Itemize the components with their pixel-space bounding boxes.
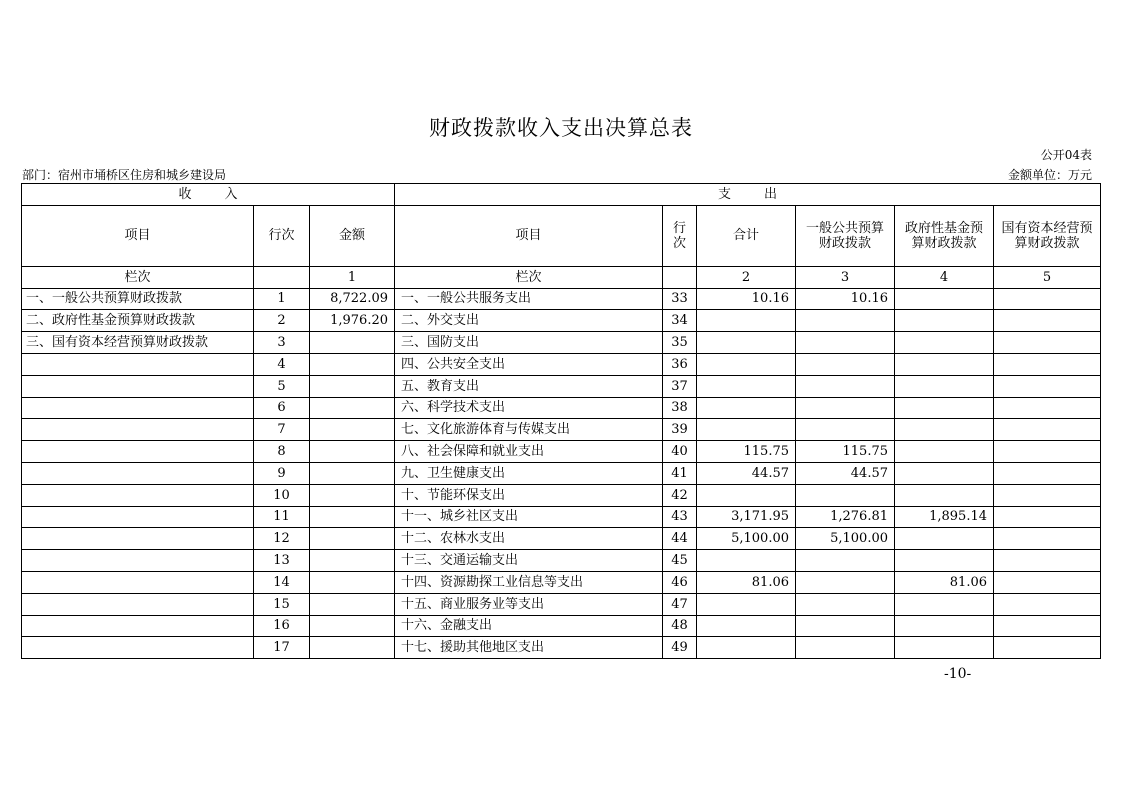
table-row: [22, 462, 1101, 484]
state-capital-amount: [994, 441, 1101, 463]
income-amount: [310, 637, 395, 659]
income-amount: [310, 571, 395, 593]
fund-budget-amount: [895, 332, 994, 354]
expense-line-number: 39: [663, 419, 697, 441]
fund-budget-amount: [895, 550, 994, 572]
table-row: [22, 419, 1101, 441]
income-item: [22, 637, 254, 659]
total-amount: [697, 615, 796, 637]
expense-item: 十三、交通运输支出: [395, 550, 663, 572]
expense-line-number: 35: [663, 332, 697, 354]
general-budget-amount: [796, 332, 895, 354]
income-item: [22, 441, 254, 463]
expense-item: 八、社会保障和就业支出: [395, 441, 663, 463]
income-line-number: 5: [254, 375, 310, 397]
general-budget-amount: [796, 375, 895, 397]
column-number-row: [22, 266, 1101, 288]
table-row: [22, 332, 1101, 354]
table-row: [22, 615, 1101, 637]
total-amount: [697, 397, 796, 419]
expense-item: 六、科学技术支出: [395, 397, 663, 419]
fund-budget-amount: [895, 528, 994, 550]
income-amount: [310, 353, 395, 375]
income-amount: [310, 615, 395, 637]
income-item: 三、国有资本经营预算财政拨款: [22, 332, 254, 354]
state-capital-amount: [994, 571, 1101, 593]
expense-line-number: 41: [663, 462, 697, 484]
general-budget-amount: [796, 397, 895, 419]
income-line-number: 3: [254, 332, 310, 354]
fund-budget-header: 政府性基金预算财政拨款: [895, 205, 994, 266]
income-column-label: 栏次: [22, 266, 254, 288]
fund-budget-amount: [895, 310, 994, 332]
general-budget-amount: 1,276.81: [796, 506, 895, 528]
expense-line-number: 38: [663, 397, 697, 419]
total-amount: [697, 593, 796, 615]
table-row: [22, 637, 1101, 659]
income-amount: [310, 397, 395, 419]
department-label: 部门：宿州市埇桥区住房和城乡建设局: [22, 168, 227, 182]
expense-item: 二、外交支出: [395, 310, 663, 332]
state-capital-amount: [994, 353, 1101, 375]
general-budget-amount: 44.57: [796, 462, 895, 484]
income-amount: [310, 550, 395, 572]
total-amount: [697, 353, 796, 375]
general-column-number: 3: [796, 266, 895, 288]
income-amount: [310, 506, 395, 528]
general-budget-amount: [796, 615, 895, 637]
income-line-number: 14: [254, 571, 310, 593]
total-amount: [697, 332, 796, 354]
general-budget-amount: [796, 637, 895, 659]
income-line-number: 9: [254, 462, 310, 484]
amount-column-number: 1: [310, 266, 395, 288]
expense-column-label: 栏次: [395, 266, 663, 288]
expense-item: 七、文化旅游体育与传媒支出: [395, 419, 663, 441]
expense-item: 十、节能环保支出: [395, 484, 663, 506]
column-header-row: [22, 205, 1101, 266]
income-line-number: 8: [254, 441, 310, 463]
income-amount: [310, 419, 395, 441]
fund-budget-amount: [895, 615, 994, 637]
table-row: [22, 593, 1101, 615]
total-amount: 5,100.00: [697, 528, 796, 550]
total-amount: [697, 419, 796, 441]
state-capital-amount: [994, 288, 1101, 310]
income-item: 二、政府性基金预算财政拨款: [22, 310, 254, 332]
income-item: 一、一般公共预算财政拨款: [22, 288, 254, 310]
expense-line-number: 37: [663, 375, 697, 397]
general-budget-amount: [796, 353, 895, 375]
income-line-number: 13: [254, 550, 310, 572]
expense-item: 十五、商业服务业等支出: [395, 593, 663, 615]
state-capital-amount: [994, 528, 1101, 550]
fund-budget-amount: 81.06: [895, 571, 994, 593]
state-capital-amount: [994, 397, 1101, 419]
expense-line-number: 46: [663, 571, 697, 593]
fund-budget-amount: [895, 441, 994, 463]
expense-item: 四、公共安全支出: [395, 353, 663, 375]
state-capital-amount: [994, 484, 1101, 506]
income-line-number: 12: [254, 528, 310, 550]
income-item-header: 项目: [22, 205, 254, 266]
income-line-number: 4: [254, 353, 310, 375]
state-capital-amount: [994, 637, 1101, 659]
table-row: [22, 397, 1101, 419]
fund-budget-amount: [895, 288, 994, 310]
total-header: 合计: [697, 205, 796, 266]
fund-column-number: 4: [895, 266, 994, 288]
expense-item: 三、国防支出: [395, 332, 663, 354]
state-capital-amount: [994, 419, 1101, 441]
income-line-number: 16: [254, 615, 310, 637]
general-budget-amount: [796, 484, 895, 506]
state-capital-amount: [994, 593, 1101, 615]
income-item: [22, 375, 254, 397]
income-line-number: 17: [254, 637, 310, 659]
income-item: [22, 593, 254, 615]
income-item: [22, 506, 254, 528]
income-item: [22, 419, 254, 441]
income-amount: [310, 441, 395, 463]
income-item: [22, 462, 254, 484]
table-row: [22, 550, 1101, 572]
form-number: 公开04表: [1040, 148, 1092, 162]
expense-line-number: 33: [663, 288, 697, 310]
general-budget-amount: [796, 550, 895, 572]
income-amount: [310, 593, 395, 615]
expense-item: 一、一般公共服务支出: [395, 288, 663, 310]
expense-line-header: 行次: [663, 205, 697, 266]
state-capital-amount: [994, 462, 1101, 484]
total-amount: 10.16: [697, 288, 796, 310]
expense-line-number: 47: [663, 593, 697, 615]
income-line-number: 1: [254, 288, 310, 310]
fund-budget-amount: [895, 637, 994, 659]
income-line-number: 7: [254, 419, 310, 441]
income-item: [22, 571, 254, 593]
table-row: [22, 441, 1101, 463]
income-amount: 1,976.20: [310, 310, 395, 332]
state-capital-amount: [994, 332, 1101, 354]
table-row: [22, 288, 1101, 310]
expense-item: 十二、农林水支出: [395, 528, 663, 550]
general-budget-amount: 10.16: [796, 288, 895, 310]
fund-budget-amount: [895, 593, 994, 615]
expense-line-number: 34: [663, 310, 697, 332]
income-item: [22, 353, 254, 375]
state-column-number: 5: [994, 266, 1101, 288]
fund-budget-amount: [895, 353, 994, 375]
general-budget-amount: 115.75: [796, 441, 895, 463]
income-header: 收 入: [22, 184, 395, 206]
total-amount: [697, 310, 796, 332]
expense-item: 十七、援助其他地区支出: [395, 637, 663, 659]
income-line-number: 2: [254, 310, 310, 332]
table-row: [22, 353, 1101, 375]
income-line-header: 行次: [254, 205, 310, 266]
income-line-number: 11: [254, 506, 310, 528]
expense-line-number: 36: [663, 353, 697, 375]
income-amount: [310, 528, 395, 550]
income-amount: [310, 375, 395, 397]
table-row: [22, 375, 1101, 397]
total-amount: 44.57: [697, 462, 796, 484]
income-item: [22, 550, 254, 572]
table-row: [22, 310, 1101, 332]
expense-item: 五、教育支出: [395, 375, 663, 397]
page-title: 财政拨款收入支出决算总表: [429, 116, 693, 140]
expense-line-number: 44: [663, 528, 697, 550]
expense-item: 十四、资源勘探工业信息等支出: [395, 571, 663, 593]
table-row: [22, 528, 1101, 550]
fund-budget-amount: [895, 484, 994, 506]
fund-budget-amount: [895, 462, 994, 484]
expense-item: 九、卫生健康支出: [395, 462, 663, 484]
fund-budget-amount: [895, 375, 994, 397]
state-capital-amount: [994, 615, 1101, 637]
fund-budget-amount: 1,895.14: [895, 506, 994, 528]
total-amount: [697, 637, 796, 659]
table-row: [22, 484, 1101, 506]
total-amount: [697, 550, 796, 572]
income-amount: 8,722.09: [310, 288, 395, 310]
general-budget-header: 一般公共预算财政拨款: [796, 205, 895, 266]
section-header-row: [22, 184, 1101, 206]
general-budget-amount: 5,100.00: [796, 528, 895, 550]
state-capital-header: 国有资本经营预算财政拨款: [994, 205, 1101, 266]
income-amount: [310, 332, 395, 354]
expense-line-number: 42: [663, 484, 697, 506]
income-line-number: 10: [254, 484, 310, 506]
expense-header: 支 出: [395, 184, 1101, 206]
income-item: [22, 484, 254, 506]
total-amount: 81.06: [697, 571, 796, 593]
total-amount: 3,171.95: [697, 506, 796, 528]
general-budget-amount: [796, 571, 895, 593]
expense-line-number: 43: [663, 506, 697, 528]
fund-budget-amount: [895, 419, 994, 441]
general-budget-amount: [796, 593, 895, 615]
income-line-number: 15: [254, 593, 310, 615]
page-number: -10-: [944, 666, 972, 682]
total-amount: [697, 484, 796, 506]
total-amount: [697, 375, 796, 397]
total-column-number: 2: [697, 266, 796, 288]
empty-cell: [254, 266, 310, 288]
income-amount-header: 金额: [310, 205, 395, 266]
general-budget-amount: [796, 310, 895, 332]
income-item: [22, 615, 254, 637]
expense-line-number: 45: [663, 550, 697, 572]
state-capital-amount: [994, 550, 1101, 572]
unit-label: 金额单位：万元: [1007, 168, 1092, 182]
expense-item: 十一、城乡社区支出: [395, 506, 663, 528]
expense-line-number: 49: [663, 637, 697, 659]
expense-item-header: 项目: [395, 205, 663, 266]
income-line-number: 6: [254, 397, 310, 419]
income-amount: [310, 484, 395, 506]
state-capital-amount: [994, 506, 1101, 528]
table-row: [22, 506, 1101, 528]
fund-budget-amount: [895, 397, 994, 419]
expense-item: 十六、金融支出: [395, 615, 663, 637]
income-amount: [310, 462, 395, 484]
empty-cell: [663, 266, 697, 288]
income-item: [22, 397, 254, 419]
budget-table: [21, 183, 1101, 659]
expense-line-number: 40: [663, 441, 697, 463]
total-amount: 115.75: [697, 441, 796, 463]
expense-line-number: 48: [663, 615, 697, 637]
table-row: [22, 571, 1101, 593]
general-budget-amount: [796, 419, 895, 441]
state-capital-amount: [994, 310, 1101, 332]
income-item: [22, 528, 254, 550]
state-capital-amount: [994, 375, 1101, 397]
